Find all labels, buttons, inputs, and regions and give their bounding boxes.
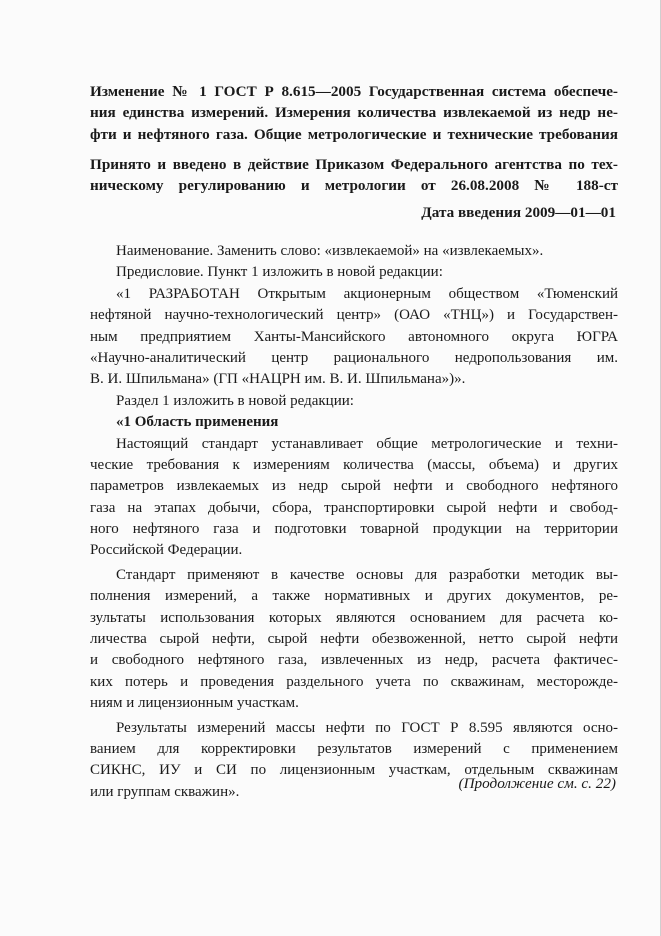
body-line: Результаты измерений массы нефти по ГОСТ Р 8.595 являются осно- (116, 719, 618, 736)
body-line: Российской Федерации. (90, 542, 243, 559)
body-line: Предисловие. Пункт 1 изложить в новой редакции: (116, 264, 443, 281)
body-line: Настоящий стандарт устанавливает общие метрологические и техни- (116, 435, 618, 452)
body-line: параметров извлекаемых из недр сырой нефти и свободного нефтяного (90, 478, 618, 495)
body-line: «Научно-аналитический центр рационального недропользования им. (90, 349, 618, 366)
body-line: или группам скважин». (90, 783, 240, 800)
body-line: и свободного нефтяного газа, извлеченных из недр, расчета фактичес- (90, 652, 618, 669)
body-text (90, 241, 618, 803)
effective-date: Дата введения 2009—01—01 (421, 204, 616, 221)
body-line: В. И. Шпильмана» (ГП «НАЦРН им. В. И. Шпильмана»)». (90, 371, 466, 388)
body-line: личества сырой нефти, сырой нефти обезвоженной, нетто сырой нефти (90, 631, 618, 648)
body-line: Наименование. Заменить слово: «извлекаемой» на «извлекаемых». (116, 243, 544, 259)
amendment-title-line: ния единства измерений. Измерения количества извлекаемой из недр не- (90, 104, 618, 122)
body-line: СИКНС, ИУ и СИ по лицензионным участкам, отдельным скважинам (90, 762, 618, 779)
adoption-statement (90, 154, 618, 197)
body-line: ких потерь и проведения раздельного учета по скважинам, месторожде- (90, 673, 618, 690)
body-line: ческие требования к измерениям количества (массы, объема) и других (90, 456, 618, 473)
body-line: зультаты использования которых являются основанием для расчета ко- (90, 609, 618, 626)
body-line: Раздел 1 изложить в новой редакции: (116, 392, 354, 409)
amendment-title (90, 81, 618, 145)
amendment-title-line: фти и нефтяного газа. Общие метрологические и технические требования (90, 125, 618, 143)
body-line: Стандарт применяют в качестве основы для разработки методик вы- (116, 566, 618, 583)
continuation-note: (Продолжение см. с. 22) (458, 775, 616, 792)
body-line: ным предприятием Ханты-Мансийского автономного округа ЮГРА (90, 328, 618, 345)
body-line: нефтяной научно-технологический центр» (ОАО «ТНЦ») и Государствен- (90, 307, 618, 324)
body-line: полнения измерений, а также нормативных и других документов, ре- (90, 588, 618, 605)
adoption-line: ническому регулированию и метрологии от 26.08.2008 № 188-ст (90, 177, 618, 195)
section-heading: «1 Область применения (116, 414, 279, 431)
body-line: газа на этапах добычи, сбора, транспортировки сырой нефти и свобод- (90, 499, 618, 516)
body-line: ванием для корректировки результатов измерений с применением (90, 740, 618, 757)
amendment-title-line: Изменение № 1 ГОСТ Р 8.615—2005 Государственная система обеспече- (90, 83, 618, 100)
body-line: ниям и лицензионным участкам. (90, 695, 299, 712)
body-line: ного нефтяного газа и подготовки товарной продукции на территории (90, 521, 618, 538)
adoption-line: Принято и введено в действие Приказом Федерального агентства по тех- (90, 156, 618, 173)
body-line: «1 РАЗРАБОТАН Открытым акционерным обществом «Тюменский (116, 285, 618, 302)
